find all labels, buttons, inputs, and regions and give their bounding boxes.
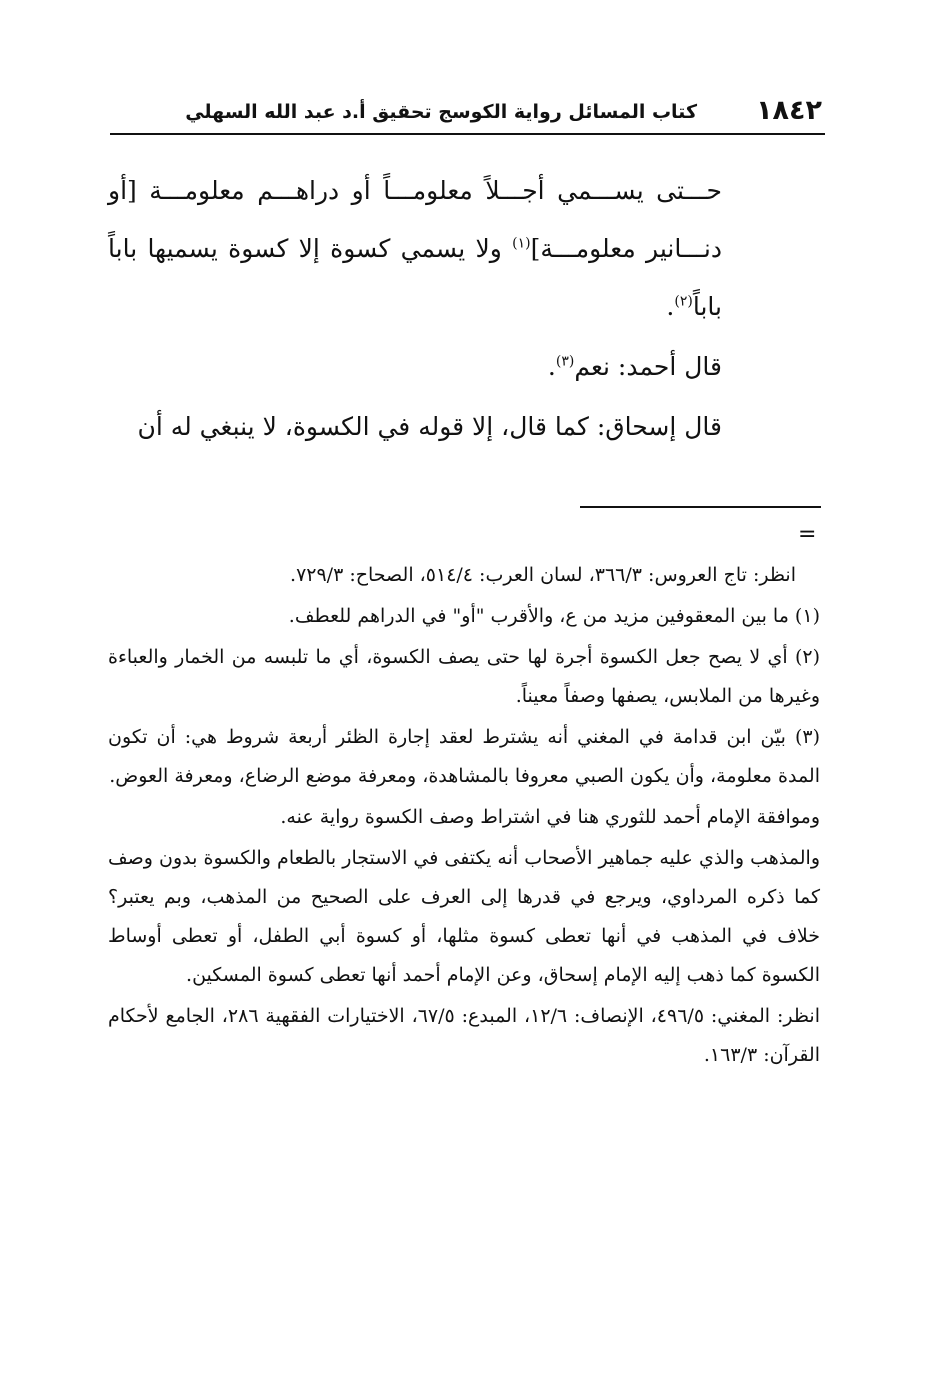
- page-header: [185, 94, 822, 134]
- main-paragraph-ahmad: [108, 338, 722, 396]
- footnote-2: (٢) أي لا يصح جعل الكسوة أجرة لها حتى يصف الكسوة، أي ما تلبسه من الخمار والعباءة وغيرها من الملابس، يصفها وصفاً معيناً.: [108, 646, 820, 707]
- footnote-ref-2: (٢): [674, 293, 693, 310]
- ahmad-answer-end: .: [547, 352, 556, 381]
- main-line-1: حـــتى يســـمي أجـــلاً معلومـــاً أو دراهـــم معلومـــة [أو دنـــانير معلومـــة]: [108, 176, 723, 263]
- running-title: كتاب المسائل رواية الكوسج تحقيق أ.د عبد الله السهلي: [185, 101, 697, 123]
- main-paragraph-1: [108, 162, 722, 336]
- footnote-3-paragraph-2: وموافقة الإمام أحمد للثوري هنا في اشتراط وصف الكسوة رواية عنه.: [280, 806, 820, 828]
- footnote-3-references: انظر: المغني: ٤٩٦/٥، الإنصاف: ١٢/٦، المبدع: ٦٧/٥، الاختيارات الفقهية ٢٨٦، الجامع لأحكام القرآن: ١٦٣/٣.: [108, 1005, 820, 1066]
- footnote-ref-1: (١): [512, 235, 531, 252]
- header-rule: [110, 133, 825, 135]
- footnote-3-paragraph-3: والمذهب والذي عليه جماهير الأصحاب أنه يكتفى في الاستجار بالطعام والكسوة بدون وصف كما ذكره المرداوي، ويرجع في قدرها إلى العرف على الصحيح من المذهب، وبم يعتبر؟ خلاف في المذهب في أنها تعطى كسوة مثلها، أو كسوة أبي الطفل، أو تعطى أوساط الكسوة كما ذهب إليه الإمام إسحاق، وعن الإمام أحمد أنها تعطى كسوة المسكين.: [108, 847, 820, 986]
- page-number: ١٨٤٢: [756, 95, 822, 126]
- main-paragraph-ishaq: قال إسحاق: كما قال، إلا قوله في الكسوة، لا ينبغي له أن: [137, 412, 722, 441]
- main-line-2: ولا يسمي كسوة إلا كسوة يسميها باباً باباً: [108, 234, 722, 321]
- footnote-continued-ref: انظر: تاج العروس: ٣٦٦/٣، لسان العرب: ٥١٤/٤، الصحاح: ٧٢٩/٣.: [290, 564, 796, 586]
- footnotes: [108, 556, 820, 1077]
- footnote-separator: [580, 506, 821, 508]
- footnote-ref-3: (٣): [555, 353, 575, 370]
- ahmad-answer: قال أحمد: نعم: [574, 352, 722, 381]
- footnote-1: (١) ما بين المعقوفين مزيد من ع، والأقرب "أو" في الدراهم للعطف.: [288, 605, 820, 627]
- main-text: [108, 162, 722, 456]
- main-line-2-end: .: [666, 292, 675, 321]
- continuation-mark: =: [798, 522, 817, 547]
- footnote-3: (٣) بيّن ابن قدامة في المغني أنه يشترط لعقد إجارة الظئر أربعة شروط هي: أن تكون المدة معلومة، وأن يكون الصبي معروفا بالمشاهدة، ومعرفة موضع الرضاع، ومعرفة العوض.: [108, 726, 820, 787]
